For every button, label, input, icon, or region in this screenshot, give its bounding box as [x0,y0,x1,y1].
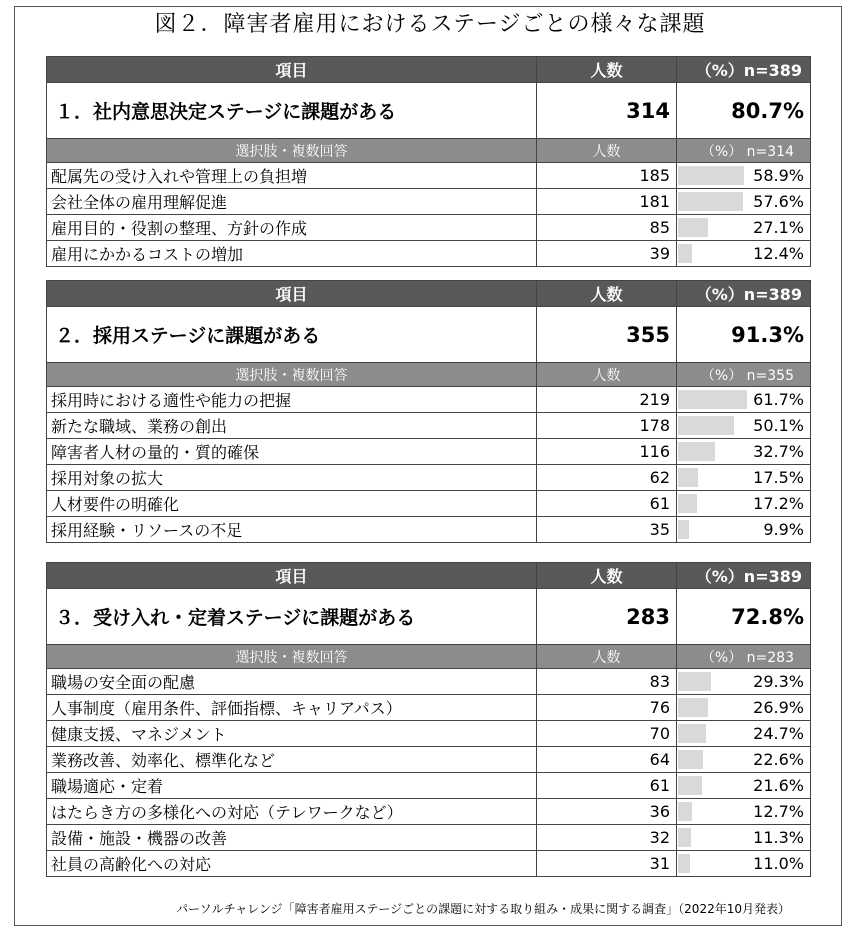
header-item: 項目 [47,281,537,307]
item-pct: 12.4% [753,244,804,263]
item-count: 35 [537,517,677,543]
item-pct: 57.6% [753,192,804,211]
item-pct-cell [677,851,811,877]
item-count: 61 [537,773,677,799]
pct-bar [678,494,697,513]
item-pct-cell [677,721,811,747]
item-pct: 17.2% [753,494,804,513]
header-pct: （%）n=389 [677,57,811,83]
item-pct-cell [677,465,811,491]
header-count: 人数 [537,57,677,83]
item-count: 178 [537,413,677,439]
header-count: 人数 [537,281,677,307]
sub-header-item: 選択肢・複数回答 [47,139,537,163]
category-pct: 80.7% [677,83,811,139]
category-label: ３．受け入れ・定着ステージに課題がある [47,589,537,645]
pct-bar [678,672,711,691]
pct-bar [678,244,692,263]
item-label: 採用対象の拡大 [47,465,537,491]
pct-bar [678,750,703,769]
section-table-3 [46,562,811,877]
pct-bar [678,828,691,847]
item-pct-cell [677,517,811,543]
item-pct-cell [677,163,811,189]
table-row [47,163,811,189]
item-label: 社員の高齢化への対応 [47,851,537,877]
pct-bar [678,166,744,185]
category-row [47,307,811,363]
item-count: 181 [537,189,677,215]
item-pct: 32.7% [753,442,804,461]
table-row [47,215,811,241]
item-count: 70 [537,721,677,747]
item-label: 採用時における適性や能力の把握 [47,387,537,413]
category-pct: 72.8% [677,589,811,645]
pct-bar [678,416,734,435]
item-label: 設備・施設・機器の改善 [47,825,537,851]
item-label: 雇用目的・役割の整理、方針の作成 [47,215,537,241]
pct-bar [678,802,692,821]
item-count: 64 [537,747,677,773]
item-pct: 12.7% [753,802,804,821]
item-pct: 22.6% [753,750,804,769]
item-label: 雇用にかかるコストの増加 [47,241,537,267]
item-pct-cell [677,669,811,695]
item-pct-cell [677,491,811,517]
header-count: 人数 [537,563,677,589]
item-label: 健康支援、マネジメント [47,721,537,747]
item-count: 36 [537,799,677,825]
item-count: 219 [537,387,677,413]
pct-bar [678,520,689,539]
item-pct: 11.0% [753,854,804,873]
item-pct-cell [677,215,811,241]
item-pct-cell [677,413,811,439]
pct-bar [678,390,747,409]
item-label: 障害者人材の量的・質的確保 [47,439,537,465]
header-pct: （%）n=389 [677,281,811,307]
sub-header-n: （%） n=355 [677,363,811,387]
sub-header-row [47,645,811,669]
item-pct: 24.7% [753,724,804,743]
header-row [47,563,811,589]
sub-header-count: 人数 [537,139,677,163]
sub-header-item: 選択肢・複数回答 [47,645,537,669]
pct-bar [678,854,690,873]
category-count: 355 [537,307,677,363]
sub-header-n: （%） n=283 [677,645,811,669]
table-row [47,799,811,825]
header-row [47,281,811,307]
header-item: 項目 [47,563,537,589]
pct-bar [678,192,743,211]
category-pct: 91.3% [677,307,811,363]
sub-header-count: 人数 [537,363,677,387]
item-pct-cell [677,241,811,267]
item-pct: 61.7% [753,390,804,409]
item-label: 人材要件の明確化 [47,491,537,517]
item-count: 39 [537,241,677,267]
table-row [47,851,811,877]
item-pct: 11.3% [753,828,804,847]
table-row [47,721,811,747]
pct-bar [678,724,706,743]
sub-header-row [47,139,811,163]
item-count: 76 [537,695,677,721]
table-row [47,413,811,439]
pct-bar [678,698,708,717]
item-pct-cell [677,387,811,413]
section-table-1 [46,56,811,267]
source-note: パーソルチャレンジ「障害者雇用ステージごとの課題に対する取り組み・成果に関する調査」（2022年10月発表） [176,902,790,916]
table-row [47,747,811,773]
item-pct: 50.1% [753,416,804,435]
item-pct: 21.6% [753,776,804,795]
item-pct-cell [677,439,811,465]
category-row [47,83,811,139]
table-row [47,189,811,215]
item-count: 85 [537,215,677,241]
pct-bar [678,776,702,795]
item-pct: 29.3% [753,672,804,691]
pct-bar [678,468,698,487]
item-label: 人事制度（雇用条件、評価指標、キャリアパス） [47,695,537,721]
category-label: ２．採用ステージに課題がある [47,307,537,363]
item-pct-cell [677,747,811,773]
item-pct: 58.9% [753,166,804,185]
item-pct-cell [677,695,811,721]
item-pct: 9.9% [763,520,804,539]
category-label: １．社内意思決定ステージに課題がある [47,83,537,139]
category-count: 314 [537,83,677,139]
item-pct: 26.9% [753,698,804,717]
item-count: 32 [537,825,677,851]
item-label: はたらき方の多様化への対応（テレワークなど） [47,799,537,825]
category-row [47,589,811,645]
item-pct: 27.1% [753,218,804,237]
item-label: 会社全体の雇用理解促進 [47,189,537,215]
item-count: 61 [537,491,677,517]
item-pct-cell [677,189,811,215]
table-row [47,491,811,517]
sub-header-count: 人数 [537,645,677,669]
table-row [47,695,811,721]
table-row [47,465,811,491]
item-label: 職場の安全面の配慮 [47,669,537,695]
figure-title: 図２．障害者雇用におけるステージごとの様々な課題 [154,12,706,37]
item-pct: 17.5% [753,468,804,487]
sub-header-n: （%） n=314 [677,139,811,163]
item-count: 62 [537,465,677,491]
item-count: 83 [537,669,677,695]
pct-bar [678,442,715,461]
table-row [47,669,811,695]
table-row [47,773,811,799]
category-count: 283 [537,589,677,645]
item-count: 31 [537,851,677,877]
section-table-2 [46,280,811,543]
item-count: 116 [537,439,677,465]
item-label: 業務改善、効率化、標準化など [47,747,537,773]
item-pct-cell [677,773,811,799]
pct-bar [678,218,708,237]
sub-header-row [47,363,811,387]
header-item: 項目 [47,57,537,83]
table-row [47,825,811,851]
header-pct: （%）n=389 [677,563,811,589]
sub-header-item: 選択肢・複数回答 [47,363,537,387]
table-row [47,517,811,543]
item-label: 新たな職域、業務の創出 [47,413,537,439]
item-label: 採用経験・リソースの不足 [47,517,537,543]
item-count: 185 [537,163,677,189]
table-row [47,439,811,465]
item-pct-cell [677,825,811,851]
table-row [47,387,811,413]
item-label: 職場適応・定着 [47,773,537,799]
item-pct-cell [677,799,811,825]
table-row [47,241,811,267]
header-row [47,57,811,83]
item-label: 配属先の受け入れや管理上の負担増 [47,163,537,189]
